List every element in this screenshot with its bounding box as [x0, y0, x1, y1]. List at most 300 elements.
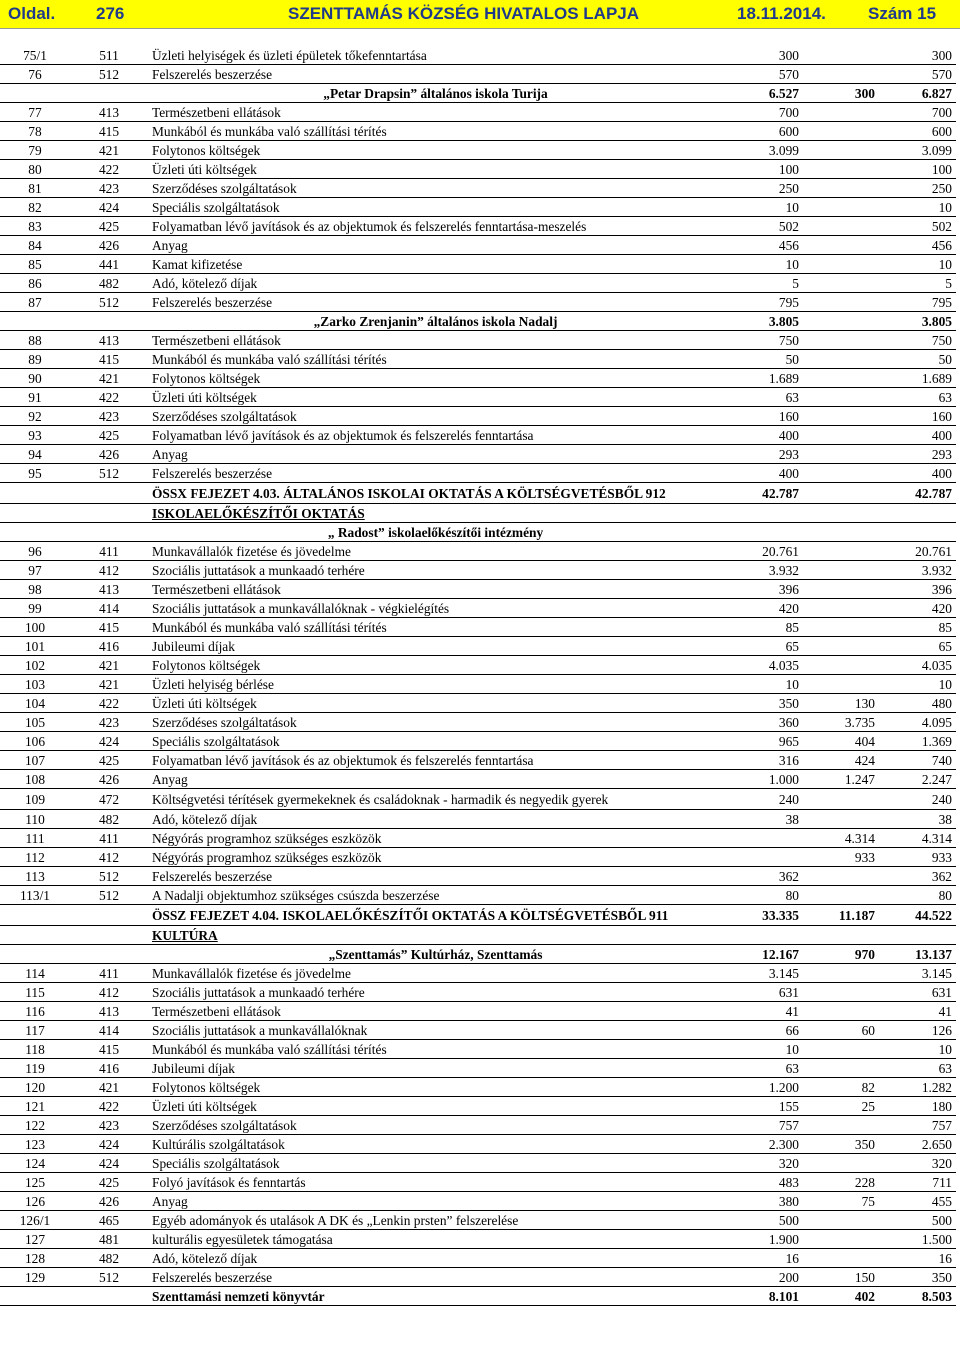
- row-number-cell: [0, 84, 70, 103]
- account-code-cell: 413: [70, 580, 148, 599]
- table-row: [0, 160, 956, 179]
- description-cell: Munkából és munkába való szállítási térítés: [148, 350, 723, 369]
- account-code-cell: 422: [70, 388, 148, 407]
- account-code-cell: 424: [70, 1154, 148, 1173]
- row-number-cell: 83: [0, 217, 70, 236]
- account-code-cell: 412: [70, 561, 148, 580]
- amount-cell: 41: [723, 1002, 803, 1021]
- total-cell: 38: [879, 810, 956, 829]
- description-cell: Folytonos költségek: [148, 141, 723, 160]
- total-cell: 13.137: [879, 945, 956, 964]
- account-code-cell: 512: [70, 1268, 148, 1287]
- account-code-cell: [70, 483, 148, 504]
- description-cell: ISKOLAELŐKÉSZÍTŐI OKTATÁS: [148, 504, 723, 523]
- table-row: [0, 1211, 956, 1230]
- row-number-cell: [0, 523, 70, 542]
- table-row: [0, 886, 956, 905]
- description-cell: Felszerelés beszerzése: [148, 867, 723, 886]
- description-cell: Üzleti úti költségek: [148, 694, 723, 713]
- description-cell: Szociális juttatások a munkaadó terhére: [148, 561, 723, 580]
- amount-cell: [803, 1154, 879, 1173]
- table-row: [0, 122, 956, 141]
- amount-cell: 316: [723, 751, 803, 770]
- amount-cell: [803, 675, 879, 694]
- amount-cell: [803, 103, 879, 122]
- amount-cell: 3.099: [723, 141, 803, 160]
- row-number-cell: [0, 905, 70, 926]
- row-number-cell: 115: [0, 983, 70, 1002]
- total-cell: 502: [879, 217, 956, 236]
- account-code-cell: 415: [70, 350, 148, 369]
- account-code-cell: 411: [70, 829, 148, 848]
- account-code-cell: 413: [70, 103, 148, 122]
- description-cell: Folyamatban lévő javítások és az objektumok és felszerelés fenntartása: [148, 426, 723, 445]
- section-heading-row: [0, 926, 956, 945]
- table-row: [0, 1021, 956, 1040]
- total-cell: 20.761: [879, 542, 956, 561]
- amount-cell: 12.167: [723, 945, 803, 964]
- subtotal-row: [0, 523, 956, 542]
- total-cell: 933: [879, 848, 956, 867]
- table-row: [0, 1135, 956, 1154]
- total-cell: 240: [879, 789, 956, 810]
- subtotal-row: [0, 905, 956, 926]
- amount-cell: 85: [723, 618, 803, 637]
- amount-cell: 360: [723, 713, 803, 732]
- amount-cell: 750: [723, 331, 803, 350]
- account-code-cell: 414: [70, 599, 148, 618]
- row-number-cell: [0, 483, 70, 504]
- account-code-cell: 421: [70, 656, 148, 675]
- description-cell: Kultúrális szolgáltatások: [148, 1135, 723, 1154]
- row-number-cell: [0, 945, 70, 964]
- amount-cell: [803, 789, 879, 810]
- amount-cell: 2.300: [723, 1135, 803, 1154]
- row-number-cell: 123: [0, 1135, 70, 1154]
- table-row: [0, 867, 956, 886]
- table-row: [0, 810, 956, 829]
- total-cell: 44.522: [879, 905, 956, 926]
- account-code-cell: 426: [70, 236, 148, 255]
- amount-cell: 293: [723, 445, 803, 464]
- table-row: [0, 675, 956, 694]
- amount-cell: 240: [723, 789, 803, 810]
- total-cell: 1.500: [879, 1230, 956, 1249]
- total-cell: 795: [879, 293, 956, 312]
- total-cell: 570: [879, 65, 956, 84]
- account-code-cell: 415: [70, 1040, 148, 1059]
- description-cell: ÖSSZ FEJEZET 4.04. ISKOLAELŐKÉSZÍTŐI OKTATÁS A KÖLTSÉGVETÉSBŐL 911: [148, 905, 723, 926]
- amount-cell: [803, 160, 879, 179]
- table-row: [0, 789, 956, 810]
- subtotal-row: [0, 312, 956, 331]
- row-number-cell: [0, 312, 70, 331]
- amount-cell: 16: [723, 1249, 803, 1268]
- account-code-cell: 412: [70, 848, 148, 867]
- account-code-cell: [70, 312, 148, 331]
- total-cell: 85: [879, 618, 956, 637]
- total-cell: 10: [879, 198, 956, 217]
- amount-cell: [803, 236, 879, 255]
- description-cell: Folyamatban lévő javítások és az objektumok és felszerelés fenntartása-meszelés: [148, 217, 723, 236]
- account-code-cell: 482: [70, 274, 148, 293]
- total-cell: [879, 504, 956, 523]
- account-code-cell: 465: [70, 1211, 148, 1230]
- table-row: [0, 445, 956, 464]
- total-cell: 42.787: [879, 483, 956, 504]
- table-row: [0, 217, 956, 236]
- amount-cell: 402: [803, 1287, 879, 1306]
- row-number-cell: 84: [0, 236, 70, 255]
- row-number-cell: 106: [0, 732, 70, 751]
- total-cell: [879, 523, 956, 542]
- amount-cell: [803, 1211, 879, 1230]
- amount-cell: [803, 274, 879, 293]
- amount-cell: 3.805: [723, 312, 803, 331]
- amount-cell: 50: [723, 350, 803, 369]
- amount-cell: [803, 65, 879, 84]
- table-row: [0, 1268, 956, 1287]
- row-number-cell: 99: [0, 599, 70, 618]
- description-cell: Szenttamási nemzeti könyvtár: [148, 1287, 723, 1306]
- issue-date: 18.11.2014.: [737, 4, 826, 23]
- row-number-cell: 101: [0, 637, 70, 656]
- amount-cell: 1.200: [723, 1078, 803, 1097]
- amount-cell: 155: [723, 1097, 803, 1116]
- table-row: [0, 983, 956, 1002]
- total-cell: 3.099: [879, 141, 956, 160]
- account-code-cell: [70, 84, 148, 103]
- total-cell: 1.282: [879, 1078, 956, 1097]
- amount-cell: 600: [723, 122, 803, 141]
- amount-cell: [803, 312, 879, 331]
- amount-cell: [803, 407, 879, 426]
- description-cell: Üzleti úti költségek: [148, 388, 723, 407]
- description-cell: Üzleti helyiségek és üzleti épületek tőkefenntartása: [148, 46, 723, 65]
- account-code-cell: 411: [70, 542, 148, 561]
- description-cell: Természetbeni ellátások: [148, 1002, 723, 1021]
- amount-cell: [803, 122, 879, 141]
- amount-cell: [803, 331, 879, 350]
- amount-cell: [803, 198, 879, 217]
- row-number-cell: 93: [0, 426, 70, 445]
- description-cell: Szociális juttatások a munkavállalóknak: [148, 1021, 723, 1040]
- description-cell: Költségvetési térítések gyermekeknek és családoknak - harmadik és negyedik gyerek: [148, 789, 723, 810]
- row-number-cell: 108: [0, 770, 70, 789]
- amount-cell: 404: [803, 732, 879, 751]
- row-number-cell: 110: [0, 810, 70, 829]
- row-number-cell: 122: [0, 1116, 70, 1135]
- row-number-cell: 113: [0, 867, 70, 886]
- total-cell: 500: [879, 1211, 956, 1230]
- account-code-cell: 413: [70, 1002, 148, 1021]
- subtotal-row: [0, 945, 956, 964]
- total-cell: 711: [879, 1173, 956, 1192]
- description-cell: Szociális juttatások a munkavállalóknak - végkielégítés: [148, 599, 723, 618]
- account-code-cell: 412: [70, 983, 148, 1002]
- amount-cell: [803, 542, 879, 561]
- amount-cell: 130: [803, 694, 879, 713]
- description-cell: Munkavállalók fizetése és jövedelme: [148, 542, 723, 561]
- description-cell: Kamat kifizetése: [148, 255, 723, 274]
- account-code-cell: 415: [70, 618, 148, 637]
- amount-cell: 3.145: [723, 964, 803, 983]
- total-cell: 50: [879, 350, 956, 369]
- account-code-cell: 423: [70, 1116, 148, 1135]
- amount-cell: [803, 1230, 879, 1249]
- amount-cell: [803, 369, 879, 388]
- amount-cell: [803, 426, 879, 445]
- description-cell: Természetbeni ellátások: [148, 103, 723, 122]
- total-cell: 1.369: [879, 732, 956, 751]
- amount-cell: 4.314: [803, 829, 879, 848]
- total-cell: 300: [879, 46, 956, 65]
- table-row: [0, 1002, 956, 1021]
- table-row: [0, 1192, 956, 1211]
- description-cell: Folyó javítások és fenntartás: [148, 1173, 723, 1192]
- total-cell: [879, 926, 956, 945]
- amount-cell: [803, 1116, 879, 1135]
- total-cell: 455: [879, 1192, 956, 1211]
- total-cell: 350: [879, 1268, 956, 1287]
- amount-cell: 80: [723, 886, 803, 905]
- amount-cell: [803, 1002, 879, 1021]
- amount-cell: [803, 618, 879, 637]
- description-cell: Folytonos költségek: [148, 369, 723, 388]
- table-row: [0, 103, 956, 122]
- table-row: [0, 236, 956, 255]
- description-cell: Anyag: [148, 770, 723, 789]
- amount-cell: [803, 637, 879, 656]
- amount-cell: [803, 179, 879, 198]
- total-cell: 160: [879, 407, 956, 426]
- amount-cell: 228: [803, 1173, 879, 1192]
- amount-cell: [803, 964, 879, 983]
- total-cell: 5: [879, 274, 956, 293]
- description-cell: Anyag: [148, 445, 723, 464]
- table-row: [0, 293, 956, 312]
- amount-cell: [723, 848, 803, 867]
- amount-cell: [803, 523, 879, 542]
- amount-cell: 20.761: [723, 542, 803, 561]
- table-row: [0, 426, 956, 445]
- row-number-cell: 86: [0, 274, 70, 293]
- total-cell: 362: [879, 867, 956, 886]
- account-code-cell: 421: [70, 369, 148, 388]
- account-code-cell: 426: [70, 445, 148, 464]
- row-number-cell: 125: [0, 1173, 70, 1192]
- account-code-cell: 425: [70, 217, 148, 236]
- amount-cell: 150: [803, 1268, 879, 1287]
- amount-cell: 320: [723, 1154, 803, 1173]
- row-number-cell: 107: [0, 751, 70, 770]
- table-row: [0, 141, 956, 160]
- total-cell: 4.095: [879, 713, 956, 732]
- table-row: [0, 618, 956, 637]
- total-cell: 740: [879, 751, 956, 770]
- amount-cell: [803, 983, 879, 1002]
- account-code-cell: 512: [70, 65, 148, 84]
- row-number-cell: 103: [0, 675, 70, 694]
- row-number-cell: 112: [0, 848, 70, 867]
- amount-cell: 400: [723, 464, 803, 483]
- description-cell: Folyamatban lévő javítások és az objektumok és felszerelés fenntartása: [148, 751, 723, 770]
- table-row: [0, 561, 956, 580]
- total-cell: 420: [879, 599, 956, 618]
- amount-cell: 4.035: [723, 656, 803, 675]
- table-row: [0, 580, 956, 599]
- total-cell: 480: [879, 694, 956, 713]
- amount-cell: 65: [723, 637, 803, 656]
- amount-cell: [803, 561, 879, 580]
- description-cell: Üzleti helyiség bérlése: [148, 675, 723, 694]
- amount-cell: 965: [723, 732, 803, 751]
- amount-cell: 3.735: [803, 713, 879, 732]
- amount-cell: [803, 483, 879, 504]
- row-number-cell: 128: [0, 1249, 70, 1268]
- table-row: [0, 464, 956, 483]
- amount-cell: 300: [803, 84, 879, 103]
- total-cell: 8.503: [879, 1287, 956, 1306]
- row-number-cell: 104: [0, 694, 70, 713]
- amount-cell: [803, 504, 879, 523]
- account-code-cell: 426: [70, 770, 148, 789]
- row-number-cell: 113/1: [0, 886, 70, 905]
- account-code-cell: [70, 523, 148, 542]
- account-code-cell: 421: [70, 1078, 148, 1097]
- table-row: [0, 388, 956, 407]
- amount-cell: 63: [723, 388, 803, 407]
- total-cell: 456: [879, 236, 956, 255]
- row-number-cell: 127: [0, 1230, 70, 1249]
- amount-cell: [803, 217, 879, 236]
- amount-cell: 400: [723, 426, 803, 445]
- subtotal-row: [0, 84, 956, 103]
- row-number-cell: 102: [0, 656, 70, 675]
- description-cell: Szerződéses szolgáltatások: [148, 1116, 723, 1135]
- table-row: [0, 713, 956, 732]
- description-cell: Szociális juttatások a munkaadó terhére: [148, 983, 723, 1002]
- description-cell: Négyórás programhoz szükséges eszközök: [148, 848, 723, 867]
- row-number-cell: 126/1: [0, 1211, 70, 1230]
- amount-cell: 10: [723, 675, 803, 694]
- description-cell: „Petar Drapsin” általános iskola Turija: [148, 84, 723, 103]
- account-code-cell: 422: [70, 1097, 148, 1116]
- amount-cell: [803, 445, 879, 464]
- account-code-cell: 512: [70, 464, 148, 483]
- description-cell: Természetbeni ellátások: [148, 580, 723, 599]
- account-code-cell: 512: [70, 867, 148, 886]
- description-cell: Felszerelés beszerzése: [148, 1268, 723, 1287]
- account-code-cell: [70, 926, 148, 945]
- account-code-cell: 424: [70, 198, 148, 217]
- description-cell: Felszerelés beszerzése: [148, 464, 723, 483]
- row-number-cell: 77: [0, 103, 70, 122]
- description-cell: „Szenttamás” Kultúrház, Szenttamás: [148, 945, 723, 964]
- amount-cell: 75: [803, 1192, 879, 1211]
- account-code-cell: [70, 1287, 148, 1306]
- row-number-cell: 80: [0, 160, 70, 179]
- table-row: [0, 1040, 956, 1059]
- amount-cell: 795: [723, 293, 803, 312]
- account-code-cell: 472: [70, 789, 148, 810]
- row-number-cell: [0, 504, 70, 523]
- description-cell: A Nadalji objektumhoz szükséges csúszda beszerzése: [148, 886, 723, 905]
- account-code-cell: 424: [70, 732, 148, 751]
- row-number-cell: 88: [0, 331, 70, 350]
- table-row: [0, 350, 956, 369]
- account-code-cell: 421: [70, 141, 148, 160]
- total-cell: 250: [879, 179, 956, 198]
- total-cell: 3.805: [879, 312, 956, 331]
- amount-cell: [803, 599, 879, 618]
- table-row: [0, 65, 956, 84]
- amount-cell: 424: [803, 751, 879, 770]
- row-number-cell: 79: [0, 141, 70, 160]
- account-code-cell: 424: [70, 1135, 148, 1154]
- total-cell: 41: [879, 1002, 956, 1021]
- account-code-cell: 425: [70, 426, 148, 445]
- total-cell: 2.247: [879, 770, 956, 789]
- description-cell: Folytonos költségek: [148, 656, 723, 675]
- amount-cell: 33.335: [723, 905, 803, 926]
- amount-cell: [803, 886, 879, 905]
- amount-cell: 6.527: [723, 84, 803, 103]
- row-number-cell: 92: [0, 407, 70, 426]
- table-row: [0, 770, 956, 789]
- amount-cell: 160: [723, 407, 803, 426]
- amount-cell: 362: [723, 867, 803, 886]
- account-code-cell: 422: [70, 160, 148, 179]
- amount-cell: 350: [803, 1135, 879, 1154]
- row-number-cell: 95: [0, 464, 70, 483]
- row-number-cell: 100: [0, 618, 70, 637]
- table-row: [0, 1173, 956, 1192]
- account-code-cell: 426: [70, 1192, 148, 1211]
- amount-cell: 100: [723, 160, 803, 179]
- row-number-cell: 96: [0, 542, 70, 561]
- table-row: [0, 274, 956, 293]
- table-row: [0, 1078, 956, 1097]
- row-number-cell: 81: [0, 179, 70, 198]
- table-row: [0, 848, 956, 867]
- amount-cell: [803, 1249, 879, 1268]
- account-code-cell: 423: [70, 713, 148, 732]
- issue-number: Szám 15: [868, 4, 937, 23]
- total-cell: 396: [879, 580, 956, 599]
- row-number-cell: 118: [0, 1040, 70, 1059]
- page-label: Oldal.: [8, 4, 56, 23]
- description-cell: Szerződéses szolgáltatások: [148, 713, 723, 732]
- amount-cell: [723, 504, 803, 523]
- amount-cell: [803, 926, 879, 945]
- description-cell: Adó, kötelező díjak: [148, 274, 723, 293]
- row-number-cell: 89: [0, 350, 70, 369]
- total-cell: 63: [879, 1059, 956, 1078]
- description-cell: KULTÚRA: [148, 926, 723, 945]
- amount-cell: 570: [723, 65, 803, 84]
- description-cell: Munkavállalók fizetése és jövedelme: [148, 964, 723, 983]
- description-cell: Adó, kötelező díjak: [148, 810, 723, 829]
- amount-cell: 8.101: [723, 1287, 803, 1306]
- account-code-cell: 415: [70, 122, 148, 141]
- description-cell: Anyag: [148, 236, 723, 255]
- description-cell: ÖSSX FEJEZET 4.03. ÁLTALÁNOS ISKOLAI OKTATÁS A KÖLTSÉGVETÉSBŐL 912: [148, 483, 723, 504]
- table-row: [0, 369, 956, 388]
- row-number-cell: 82: [0, 198, 70, 217]
- amount-cell: 420: [723, 599, 803, 618]
- description-cell: Jubileumi díjak: [148, 637, 723, 656]
